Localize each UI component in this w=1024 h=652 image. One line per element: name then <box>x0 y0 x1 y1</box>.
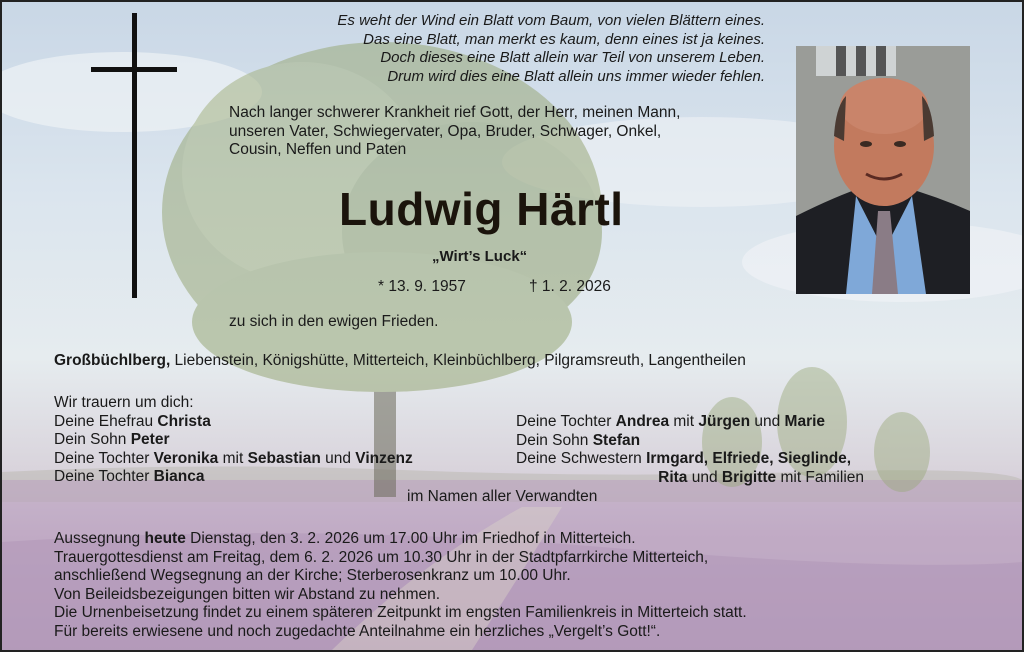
name-bold: Vinzenz <box>355 449 413 467</box>
text-segment: Deine Schwestern <box>516 450 647 467</box>
notice-line <box>54 530 747 549</box>
intro-line: Nach langer schwerer Krankheit rief Gott, der Herr, meinen Mann, <box>229 104 681 121</box>
cross-icon <box>132 13 137 298</box>
death-date: † 1. 2. 2026 <box>529 278 611 295</box>
text-segment: mit Familien <box>776 468 865 486</box>
intro-line: Cousin, Neffen und Paten <box>229 141 407 158</box>
portrait-photo <box>796 46 970 294</box>
text-segment: anschließend Wegsegnung an der Kirche; Sterberosenkranz um 10.00 Uhr. <box>54 567 571 584</box>
mourner-line <box>516 450 864 469</box>
name-bold: Jürgen <box>698 413 751 430</box>
text-segment: Von Beileidsbezeigungen bitten wir Abstand zu nehmen. <box>54 585 441 603</box>
text-segment: Dein Sohn <box>516 431 593 449</box>
text-segment: Deine Tochter <box>54 449 154 467</box>
deceased-nickname: „Wirt’s Luck“ <box>432 248 528 265</box>
service-notice <box>54 530 747 641</box>
poem <box>337 12 765 86</box>
other-places: Liebenstein, Königshütte, Mitterteich, Kleinbüchlberg, Pilgramsreuth, Langentheilen <box>170 352 746 369</box>
deceased-name: Ludwig Härtl <box>339 183 624 235</box>
mourners-right <box>516 413 864 487</box>
mourners-heading: Wir trauern um dich: <box>54 394 194 411</box>
text-segment <box>516 469 658 486</box>
name-bold: Veronika <box>153 449 219 467</box>
name-bold: Stefan <box>592 431 641 449</box>
poem-line: Drum wird dies eine Blatt allein uns immer wieder fehlen. <box>387 67 765 85</box>
text-segment: Deine Tochter <box>54 468 154 485</box>
mourner-line <box>516 432 864 451</box>
text-segment: und <box>687 468 722 486</box>
text-segment: Aussegnung <box>54 530 145 547</box>
mourner-line <box>516 413 864 432</box>
birth-date: * 13. 9. 1957 <box>378 278 466 295</box>
mourner-line <box>516 469 864 488</box>
name-bold: Brigitte <box>721 468 777 486</box>
mourner-line <box>54 431 413 450</box>
notice-line <box>54 549 747 568</box>
name-bold: Sebastian <box>247 449 321 467</box>
text-segment: und <box>750 413 785 430</box>
poem-line: Doch dieses eine Blatt allein war Teil von unserem Leben. <box>380 49 765 66</box>
home-village: Großbüchlberg, <box>54 352 171 369</box>
poem-line: Das eine Blatt, man merkt es kaum, denn eines ist ja keines. <box>363 30 765 48</box>
peace-text: zu sich in den ewigen Frieden. <box>229 313 439 330</box>
cross-icon-bar <box>91 67 177 72</box>
notice-line <box>54 623 747 642</box>
name-bold: Bianca <box>153 468 205 485</box>
notice-line <box>54 567 747 586</box>
name-bold: Rita <box>658 468 688 486</box>
name-bold: Andrea <box>615 413 670 430</box>
notice-line <box>54 586 747 605</box>
mourners-left <box>54 394 413 487</box>
notice-line <box>54 604 747 623</box>
mourner-line <box>54 450 413 469</box>
name-bold: heute <box>144 530 186 547</box>
text-segment: Dienstag, den 3. 2. 2026 um 17.00 Uhr im Friedhof in Mitterteich. <box>185 530 636 547</box>
text-segment: Für bereits erwiesene und noch zugedachte Anteilnahme ein herzliches „Vergelt’s Gott!“. <box>54 622 661 640</box>
intro-text <box>229 104 680 160</box>
text-segment: Die Urnenbeisetzung findet zu einem späteren Zeitpunkt im engsten Familienkreis in Mitterteich statt. <box>54 604 747 621</box>
text-segment: mit <box>218 449 248 467</box>
intro-line: unseren Vater, Schwiegervater, Opa, Bruder, Schwager, Onkel, <box>229 122 662 140</box>
name-bold: Peter <box>130 431 170 448</box>
text-segment: Deine Tochter <box>516 413 616 430</box>
poem-line: Es weht der Wind ein Blatt vom Baum, von vielen Blättern eines. <box>337 12 765 29</box>
text-segment: mit <box>669 413 699 430</box>
mourner-line <box>54 468 413 487</box>
name-bold: Marie <box>784 413 826 430</box>
relatives-line: im Namen aller Verwandten <box>407 488 598 505</box>
text-segment: Deine Ehefrau <box>54 412 158 430</box>
mourner-line <box>54 413 413 432</box>
text-segment: und <box>320 449 356 467</box>
text-segment: Trauergottesdienst am Freitag, dem 6. 2. 2026 um 10.30 Uhr in der Stadtpfarrkirche Mitterteich, <box>54 548 709 566</box>
text-segment: Dein Sohn <box>54 431 131 448</box>
name-bold: Irmgard, Elfriede, Sieglinde, <box>646 450 852 467</box>
places-line <box>54 352 746 371</box>
name-bold: Christa <box>157 412 211 430</box>
